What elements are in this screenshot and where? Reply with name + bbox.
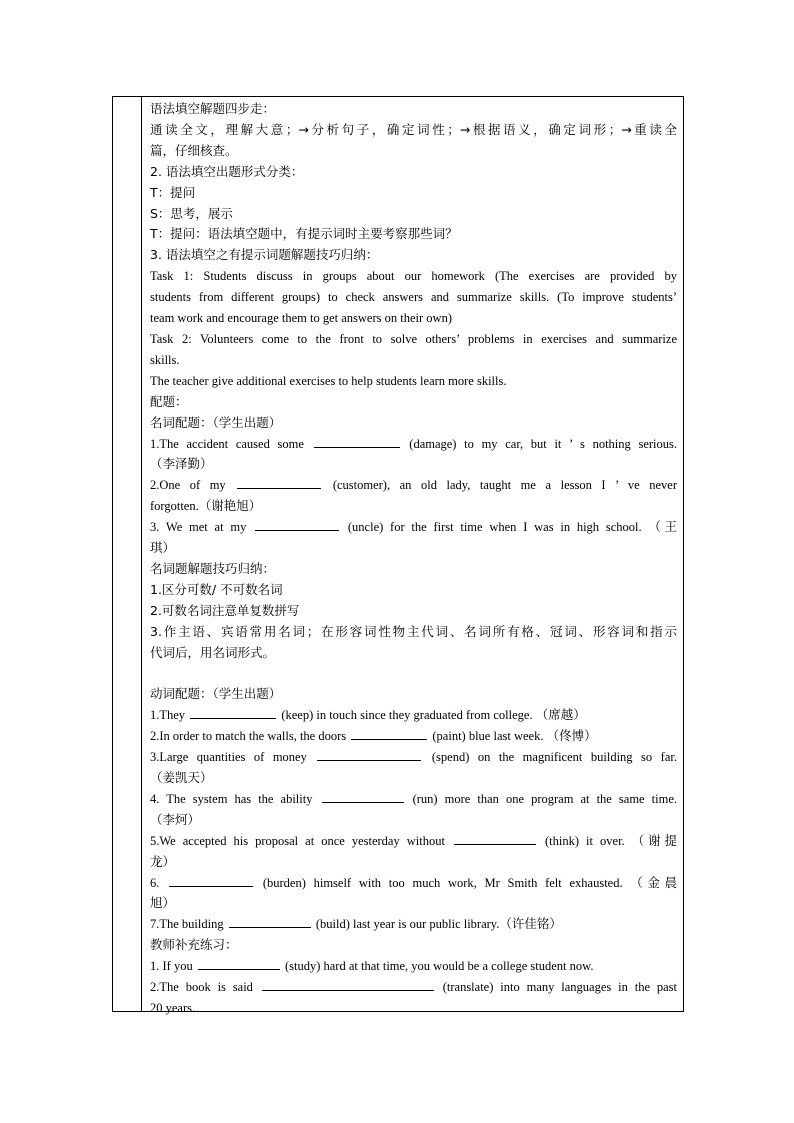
line-text: 动词配题：（学生出题） xyxy=(150,686,282,702)
text-line xyxy=(150,308,677,329)
answer-blank xyxy=(190,706,276,719)
text-line xyxy=(150,266,677,287)
text-line xyxy=(150,224,677,245)
text-line xyxy=(150,873,677,894)
text-line xyxy=(150,810,677,831)
answer-blank xyxy=(454,832,536,845)
text-line xyxy=(150,413,677,434)
answer-blank xyxy=(255,518,339,531)
column-divider xyxy=(141,96,142,1012)
line-text-after-blank: (paint) blue last week. （佟博） xyxy=(432,729,597,744)
text-line xyxy=(150,956,677,977)
text-line xyxy=(150,998,677,1019)
line-text-before-blank: 2.One of my xyxy=(150,478,226,493)
text-line xyxy=(150,559,677,580)
line-text-before-blank: 6. xyxy=(150,875,160,890)
line-text-before-blank: 5.We accepted his proposal at once yesterday without xyxy=(150,833,445,848)
line-text: team work and encourage them to get answers on their own) xyxy=(150,311,452,326)
text-line xyxy=(150,496,677,517)
line-text: （姜凯天） xyxy=(150,769,213,785)
line-text: （李泽勤） xyxy=(150,456,213,472)
line-text-after-blank: (damage) to my car, but it ’ s nothing serious. xyxy=(409,436,677,451)
line-text: 篇，仔细核查。 xyxy=(150,142,238,158)
line-text: forgotten.（谢艳旭） xyxy=(150,499,262,514)
text-line xyxy=(150,329,677,350)
text-line xyxy=(150,831,677,852)
line-text-after-blank: (uncle) for the first time when I was in high school. （王 xyxy=(347,520,678,535)
line-text-before-blank: 3. We met at my xyxy=(150,520,247,535)
text-line xyxy=(150,893,677,914)
text-line xyxy=(150,162,677,183)
text-line xyxy=(150,705,677,726)
line-text: The teacher give additional exercises to help students learn more skills. xyxy=(150,373,507,388)
text-line xyxy=(150,99,677,120)
text-line xyxy=(150,183,677,204)
text-line xyxy=(150,350,677,371)
answer-blank xyxy=(237,476,321,489)
line-text-after-blank: (build) last year is our public library.（许佳铭） xyxy=(315,917,562,932)
line-text: 语法填空解题四步走： xyxy=(150,101,276,116)
line-text: T：提问 xyxy=(150,184,196,200)
line-text: 3.作主语、宾语常用名词；在形容词性物主代词、名词所有格、冠词、形容词和指示 xyxy=(150,623,677,639)
answer-blank xyxy=(322,790,404,803)
line-text-after-blank: (run) more than one program at the same time. xyxy=(412,791,677,806)
answer-blank xyxy=(314,435,400,448)
text-line xyxy=(150,726,677,747)
answer-blank xyxy=(262,978,434,991)
line-text: Task 2: Volunteers come to the front to solve others’ problems in exercises and summarize xyxy=(150,331,677,346)
answer-blank xyxy=(351,727,427,740)
text-line xyxy=(150,580,677,601)
line-text: 配题： xyxy=(150,393,188,409)
text-line xyxy=(150,622,677,643)
text-line xyxy=(150,789,677,810)
line-text: 通读全文，理解大意；→分析句子，确定词性；→根据语义，确定词形；→重读全 xyxy=(150,121,677,137)
text-line xyxy=(150,747,677,768)
answer-blank xyxy=(169,874,253,887)
text-line xyxy=(150,684,677,705)
text-line xyxy=(150,120,677,141)
line-text: students from different groups) to check answers and summarize skills. (To improve students’ xyxy=(150,290,677,305)
line-text-before-blank: 4. The system has the ability xyxy=(150,791,313,806)
text-line xyxy=(150,852,677,873)
line-text: （李炣） xyxy=(150,811,201,827)
line-text: 2. 语法填空出题形式分类： xyxy=(150,163,304,179)
line-text-after-blank: (spend) on the magnificent building so far. xyxy=(431,750,677,765)
line-text: 教师补充练习： xyxy=(150,937,238,953)
answer-blank xyxy=(198,957,280,970)
text-line xyxy=(150,454,677,475)
line-text: 代词后，用名词形式。 xyxy=(150,644,276,660)
line-text-before-blank: 2.The book is said xyxy=(150,980,253,995)
text-line xyxy=(150,475,677,496)
line-text: 名词题解题技巧归纳： xyxy=(150,560,276,576)
line-text: 2.可数名词注意单复数拼写 xyxy=(150,602,300,618)
text-line xyxy=(150,204,677,225)
line-text: T：提问：语法填空题中，有提示词时主要考察那些词？ xyxy=(150,226,458,242)
text-line xyxy=(150,434,677,455)
text-line xyxy=(150,392,677,413)
line-text: 20 years. xyxy=(150,1000,196,1015)
line-text-after-blank: (burden) himself with too much work, Mr Smith felt exhausted. （金晨 xyxy=(262,875,678,890)
line-text: S：思考，展示 xyxy=(150,205,233,221)
text-line xyxy=(150,643,677,664)
line-text: 琪） xyxy=(150,540,176,556)
text-line xyxy=(150,601,677,622)
line-text: 名词配题：（学生出题） xyxy=(150,414,282,430)
line-text-before-blank: 3.Large quantities of money xyxy=(150,750,307,765)
text-line xyxy=(150,287,677,308)
text-line xyxy=(150,663,677,684)
text-line xyxy=(150,914,677,935)
line-text: 旭） xyxy=(150,895,176,911)
line-text-before-blank: 7.The building xyxy=(150,917,224,932)
line-text: 3. 语法填空之有提示词题解题技巧归纳： xyxy=(150,247,379,263)
line-text-before-blank: 1.They xyxy=(150,708,186,723)
line-text-before-blank: 1.The accident caused some xyxy=(150,436,304,451)
line-text: 龙） xyxy=(150,853,176,869)
line-text-after-blank: (think) it over. （谢提 xyxy=(545,833,678,848)
line-text-before-blank: 1. If you xyxy=(150,959,193,974)
line-text: Task 1: Students discuss in groups about our homework (The exercises are provided by xyxy=(150,269,677,284)
text-line xyxy=(150,517,677,538)
text-line xyxy=(150,935,677,956)
text-line xyxy=(150,141,677,162)
text-line xyxy=(150,768,677,789)
text-line xyxy=(150,245,677,266)
answer-blank xyxy=(317,748,421,761)
line-text-before-blank: 2.In order to match the walls, the doors xyxy=(150,729,347,744)
text-line xyxy=(150,371,677,392)
text-line xyxy=(150,538,677,559)
line-text-after-blank: (keep) in touch since they graduated from college. （席越） xyxy=(281,708,586,723)
answer-blank xyxy=(229,915,311,928)
line-text-after-blank: (study) hard at that time, you would be a college student now. xyxy=(284,959,594,974)
line-text-after-blank: (customer), an old lady, taught me a lesson I ’ ve never xyxy=(332,478,678,493)
line-text: skills. xyxy=(150,352,180,367)
lesson-content xyxy=(150,99,677,1019)
line-text: 1.区分可数/ 不可数名词 xyxy=(150,581,283,597)
line-text-after-blank: (translate) into many languages in the past xyxy=(442,980,678,995)
text-line xyxy=(150,977,677,998)
